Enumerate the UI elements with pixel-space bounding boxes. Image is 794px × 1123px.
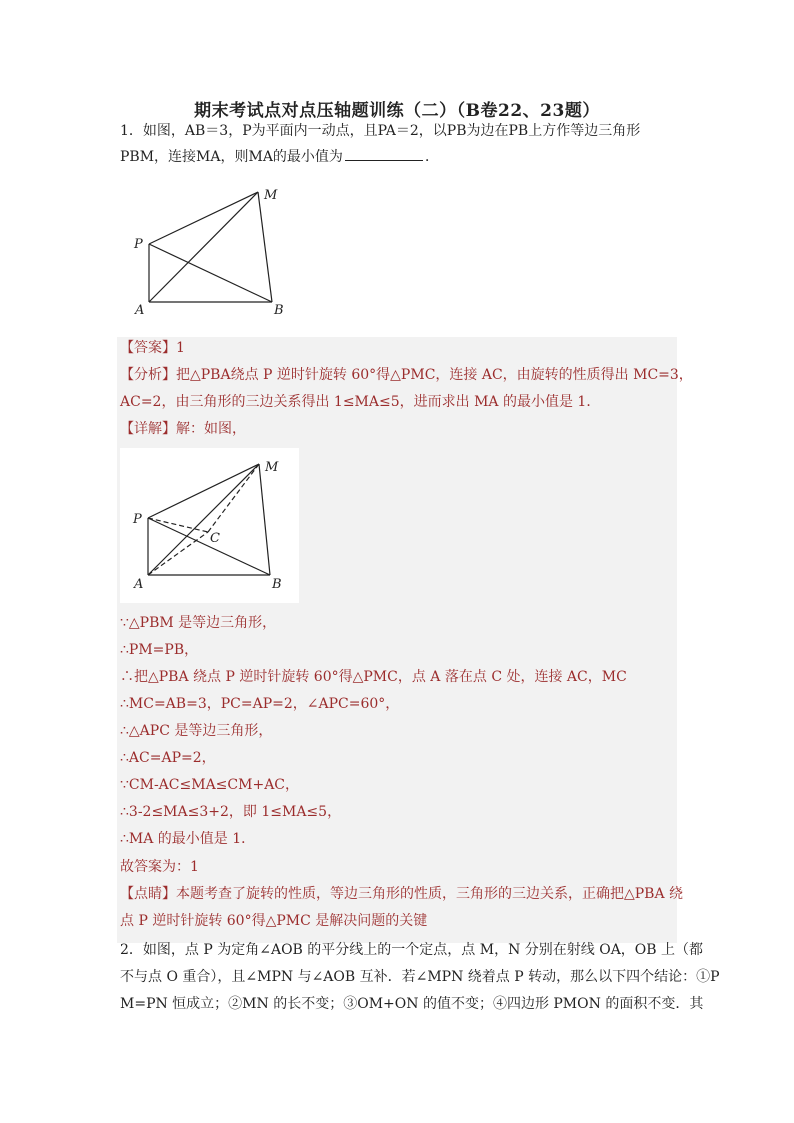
fig2-label-M: M [265, 460, 279, 475]
analysis-line2: AC=2，由三角形的三边关系得出 1≤MA≤5，进而求出 MA 的最小值是 1． [120, 394, 601, 410]
answer-blank [345, 147, 423, 161]
q2-line1: 2．如图，点 P 为定角∠AOB 的平分线上的一个定点，点 M，N 分别在射线 OA，OB 上（都 [120, 942, 704, 958]
analysis-line1: 【分析】把△PBA绕点 P 逆时针旋转 60°得△PMC，连接 AC，由旋转的性质得出 MC=3， [120, 367, 693, 383]
comment-line1: 【点睛】本题考查了旋转的性质，等边三角形的性质，三角形的三边关系，正确把△PBA 绕 [120, 886, 684, 902]
q1-line1: 1．如图，AB＝3，P为平面内一动点，且PA＝2，以PB为边在PB上方作等边三角形 [120, 123, 641, 139]
step-4: ∴MC=AB=3，PC=AP=2，∠APC=60°， [120, 696, 400, 712]
step-7: ∵CM-AC≤MA≤CM+AC， [120, 777, 300, 793]
step-8: ∴3-2≤MA≤3+2，即 1≤MA≤5， [120, 804, 342, 820]
comment-line2: 点 P 逆时针旋转 60°得△PMC 是解决问题的关键 [120, 913, 428, 929]
fig1-label-B: B [274, 303, 284, 318]
fig2-label-C: C [210, 531, 220, 546]
q1-line2 [120, 147, 439, 167]
step-2: ∴PM=PB， [120, 642, 199, 658]
page-title: 期末考试点对点压轴题训练（二）（B卷22、23题） [194, 101, 600, 121]
figure-1 [125, 180, 295, 320]
fig2-label-B: B [272, 577, 282, 592]
q1-line2-text: PBM，连接MA，则MA的最小值为 [120, 149, 343, 165]
fig2-label-A: A [134, 577, 144, 592]
final-answer: 故答案为：1 [120, 859, 199, 875]
step-3: ∴把△PBA 绕点 P 逆时针旋转 60°得△PMC，点 A 落在点 C 处，连接 AC，MC [120, 669, 627, 685]
step-9: ∴MA 的最小值是 1． [120, 831, 256, 847]
q2-line3: M=PN 恒成立；②MN 的长不变；③OM+ON 的值不变；④四边形 PMON 的面积不变．其 [120, 996, 704, 1012]
fig1-label-M: M [264, 188, 278, 203]
answer-label: 【答案】1 [120, 340, 185, 356]
q1-line2-end: ． [424, 149, 439, 165]
step-1: ∵△PBM 是等边三角形， [120, 615, 277, 631]
figure-2 [120, 448, 299, 603]
step-6: ∴AC=AP=2， [120, 750, 216, 766]
fig1-label-P: P [134, 237, 143, 252]
step-5: ∴△APC 是等边三角形， [120, 723, 273, 739]
q2-line2: 不与点 O 重合），且∠MPN 与∠AOB 互补．若∠MPN 绕着点 P 转动，那么以下四个结论：①P [120, 969, 720, 985]
fig1-label-A: A [135, 303, 145, 318]
fig2-label-P: P [133, 512, 142, 527]
detail-label: 【详解】解：如图， [120, 421, 246, 437]
